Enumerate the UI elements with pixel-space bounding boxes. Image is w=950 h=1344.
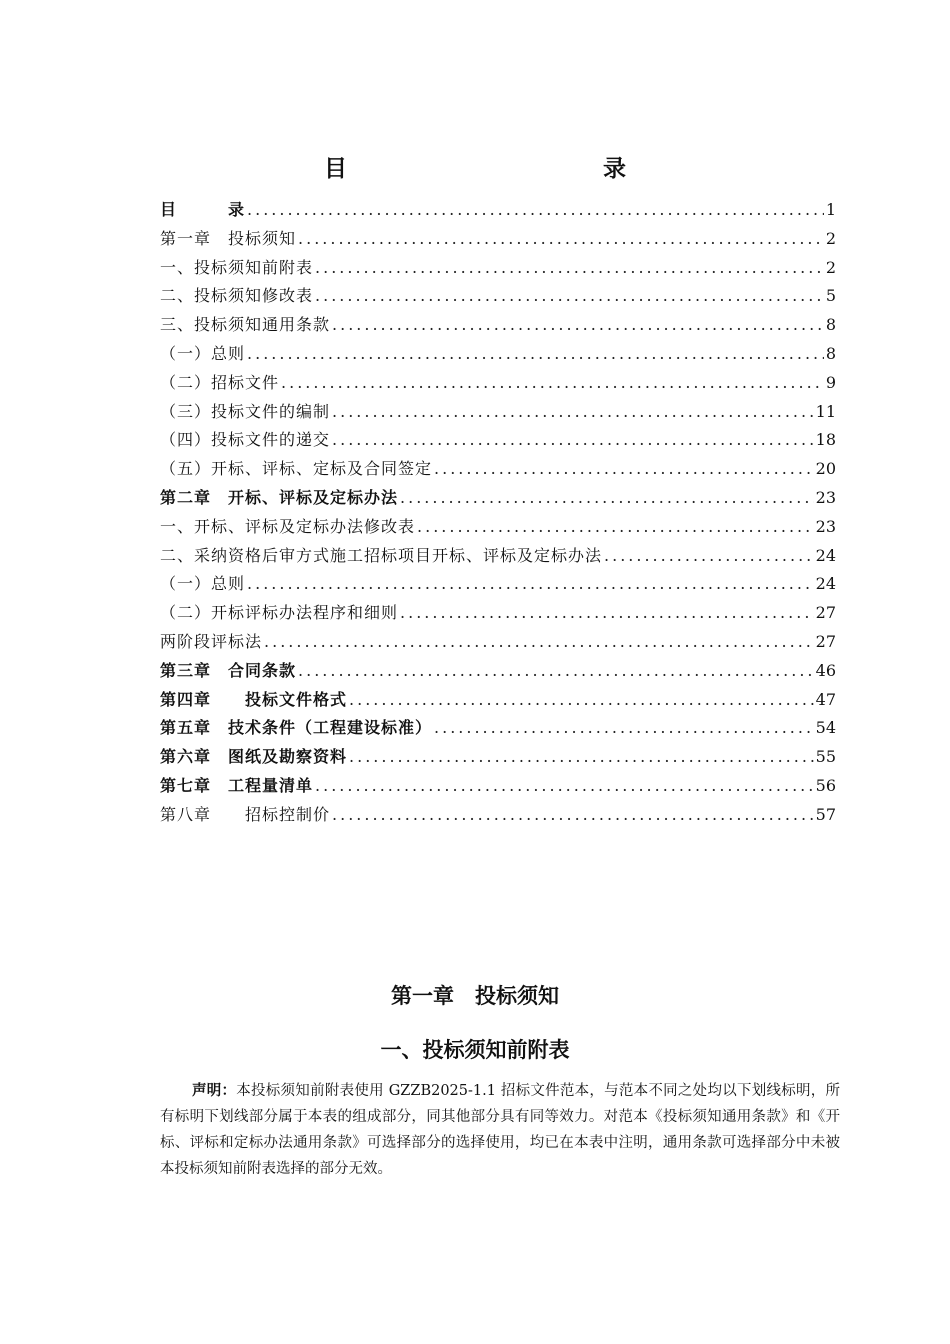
toc-entry[interactable] bbox=[160, 629, 836, 658]
toc-entry[interactable] bbox=[160, 715, 836, 744]
toc-entry-label: （二）开标评标办法程序和细则 bbox=[160, 603, 399, 623]
toc-entry-page: 23 bbox=[815, 487, 836, 507]
toc-entry[interactable] bbox=[160, 226, 836, 255]
toc-leader-dots bbox=[417, 517, 814, 536]
toc-leader-dots bbox=[281, 373, 824, 392]
toc-entry-page: 5 bbox=[825, 286, 836, 306]
toc-entry[interactable] bbox=[160, 485, 836, 514]
toc-leader-dots bbox=[298, 229, 824, 248]
toc-entry[interactable] bbox=[160, 456, 836, 485]
toc-entry-label: 二、投标须知修改表 bbox=[160, 286, 314, 306]
toc-leader-dots bbox=[332, 402, 814, 421]
toc-entry-label: 三、投标须知通用条款 bbox=[160, 315, 331, 335]
toc-leader-dots bbox=[247, 344, 824, 363]
toc-entry-page: 55 bbox=[815, 747, 836, 767]
toc-entry-label: （五）开标、评标、定标及合同签定 bbox=[160, 459, 433, 479]
statement-paragraph bbox=[160, 1078, 840, 1182]
toc-leader-dots bbox=[434, 459, 814, 478]
toc-entry[interactable] bbox=[160, 571, 836, 600]
toc-leader-dots bbox=[332, 430, 814, 449]
toc-entry[interactable] bbox=[160, 543, 836, 572]
toc-entry-label: 目 录 bbox=[160, 200, 246, 219]
toc-leader-dots bbox=[400, 488, 814, 507]
toc-leader-dots bbox=[332, 315, 824, 334]
toc-leader-dots bbox=[434, 718, 814, 737]
toc-entry-label: 第八章 招标控制价 bbox=[160, 804, 331, 824]
toc-leader-dots bbox=[298, 661, 814, 680]
toc-entry[interactable] bbox=[160, 687, 836, 716]
chapter-title: 第一章 投标须知 bbox=[391, 983, 559, 1008]
toc-leader-dots bbox=[315, 776, 814, 795]
toc-entry[interactable] bbox=[160, 744, 836, 773]
toc-entry-page: 27 bbox=[815, 631, 836, 651]
toc-entry-label: （一）总则 bbox=[160, 343, 246, 363]
statement-body: 本投标须知前附表使用 GZZB2025-1.1 招标文件范本，与范本不同之处均以下划线标明，所有标明下划线部分属于本表的组成部分，同其他部分具有同等效力。对范本《投标须知通用条款》和《开标、评标和定标办法通用条款》可选择部分的选择使用，均已在本表中注明，通用条款可选择部分中未被本投标须知前附表选择的部分无效。 bbox=[160, 1083, 841, 1177]
toc-leader-dots bbox=[604, 546, 814, 565]
toc-entry-page: 46 bbox=[815, 660, 836, 680]
toc-entry-page: 9 bbox=[825, 372, 836, 392]
toc-entry-label: （三）投标文件的编制 bbox=[160, 401, 331, 421]
toc-leader-dots bbox=[315, 258, 824, 277]
toc-entry[interactable] bbox=[160, 399, 836, 428]
toc-entry[interactable] bbox=[160, 514, 836, 543]
toc-entry[interactable] bbox=[160, 341, 836, 370]
toc-entry-label: 第三章 合同条款 bbox=[160, 660, 297, 680]
toc-entry-page: 57 bbox=[815, 804, 836, 824]
table-of-contents bbox=[160, 197, 836, 831]
toc-entry-page: 27 bbox=[815, 603, 836, 623]
toc-entry-label: 一、投标须知前附表 bbox=[160, 257, 314, 277]
toc-entry-page: 54 bbox=[815, 718, 836, 738]
toc-leader-dots bbox=[264, 632, 814, 651]
toc-entry[interactable] bbox=[160, 802, 836, 831]
toc-entry[interactable] bbox=[160, 255, 836, 284]
toc-entry-page: 8 bbox=[825, 315, 836, 335]
toc-entry-page: 24 bbox=[815, 545, 836, 565]
toc-entry-page: 2 bbox=[825, 228, 836, 248]
section-title: 一、投标须知前附表 bbox=[380, 1037, 570, 1062]
toc-leader-dots bbox=[315, 286, 824, 305]
toc-entry-label: 一、开标、评标及定标办法修改表 bbox=[160, 516, 416, 536]
toc-entry-label: 二、采纳资格后审方式施工招标项目开标、评标及定标办法 bbox=[160, 545, 603, 565]
toc-entry-label: 第二章 开标、评标及定标办法 bbox=[160, 487, 399, 507]
toc-leader-dots bbox=[247, 200, 824, 219]
toc-entry[interactable] bbox=[160, 773, 836, 802]
toc-entry[interactable] bbox=[160, 197, 836, 226]
toc-entry[interactable] bbox=[160, 283, 836, 312]
toc-entry-page: 1 bbox=[825, 200, 836, 219]
toc-entry-page: 8 bbox=[825, 343, 836, 363]
toc-entry[interactable] bbox=[160, 600, 836, 629]
toc-entry-page: 47 bbox=[815, 689, 836, 709]
statement-lead: 声明： bbox=[192, 1082, 237, 1099]
toc-entry[interactable] bbox=[160, 312, 836, 341]
toc-entry[interactable] bbox=[160, 370, 836, 399]
toc-entry-page: 24 bbox=[815, 574, 836, 594]
toc-entry-page: 20 bbox=[815, 459, 836, 479]
toc-leader-dots bbox=[332, 805, 814, 824]
toc-leader-dots bbox=[349, 690, 814, 709]
toc-leader-dots bbox=[247, 574, 814, 593]
toc-entry-page: 18 bbox=[815, 430, 836, 450]
toc-entry-label: 第七章 工程量清单 bbox=[160, 775, 314, 795]
toc-entry[interactable] bbox=[160, 658, 836, 687]
toc-entry-label: 两阶段评标法 bbox=[160, 631, 263, 651]
toc-entry-label: （四）投标文件的递交 bbox=[160, 430, 331, 450]
toc-leader-dots bbox=[349, 747, 814, 766]
toc-entry-page: 2 bbox=[825, 257, 836, 277]
toc-entry[interactable] bbox=[160, 427, 836, 456]
toc-entry-label: 第六章 图纸及勘察资料 bbox=[160, 747, 348, 767]
toc-entry-label: 第五章 技术条件（工程建设标准） bbox=[160, 718, 433, 738]
toc-entry-label: （一）总则 bbox=[160, 574, 246, 594]
toc-title: 目 录 bbox=[324, 155, 696, 182]
toc-entry-page: 11 bbox=[815, 401, 836, 421]
toc-entry-page: 23 bbox=[815, 516, 836, 536]
toc-entry-label: 第四章 投标文件格式 bbox=[160, 689, 348, 709]
toc-entry-label: 第一章 投标须知 bbox=[160, 228, 297, 248]
toc-entry-label: （二）招标文件 bbox=[160, 372, 280, 392]
toc-leader-dots bbox=[400, 603, 814, 622]
toc-entry-page: 56 bbox=[815, 775, 836, 795]
